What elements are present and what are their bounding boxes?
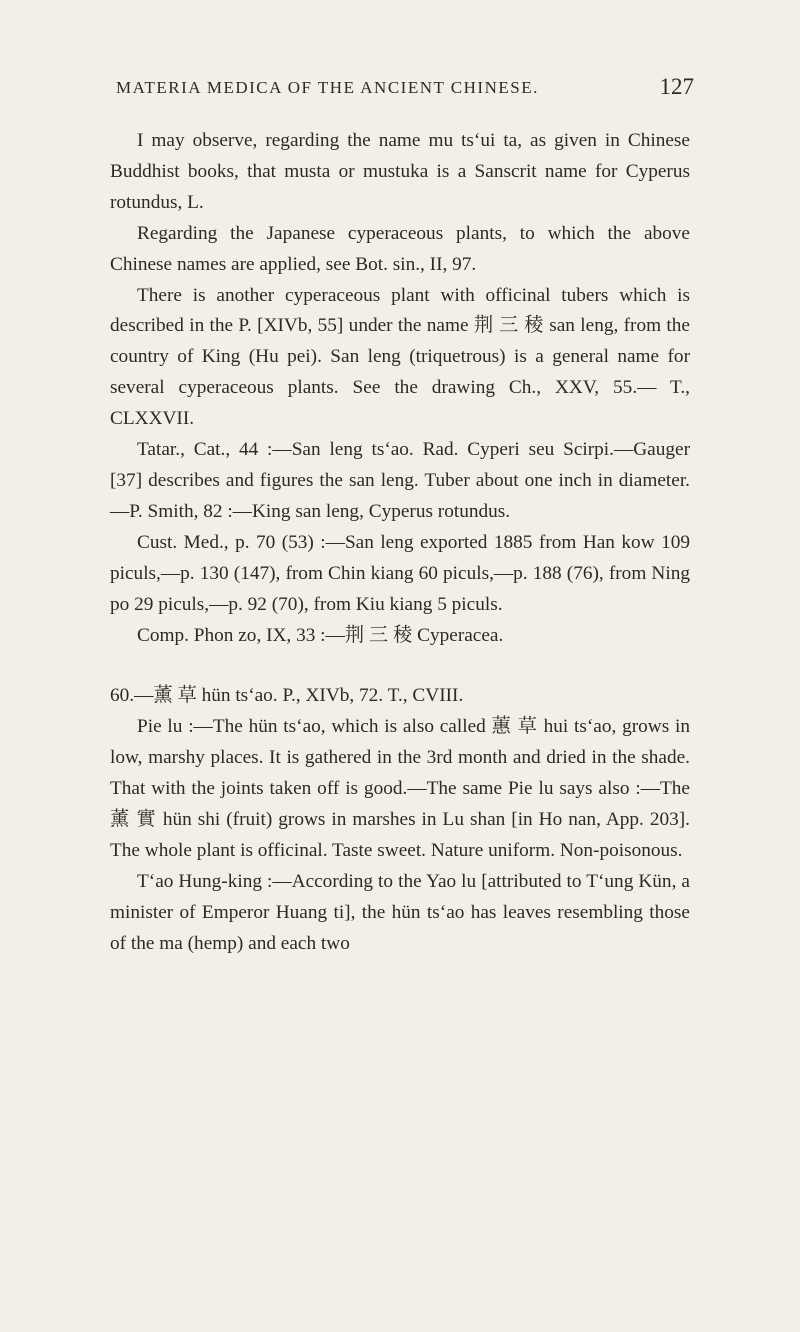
paragraph-pie-lu: Pie lu :—The hün ts‘ao, which is also called 蕙 草 hui ts‘ao, grows in low, marshy places. It is gathered in the 3rd month and dried in the shade. That with the joints taken off is good.—The same Pie lu says also :—The 薰 實 hün shi (fruit) grows in marshes in Lu shan [in Ho nan, App. 203]. The whole plant is officinal. Taste sweet. Nature uniform. Non-poisonous. — [110, 716, 690, 861]
paragraph-japanese-plants: Regarding the Japanese cyperaceous plants, to which the above Chinese names are applied, see Bot. sin., II, 97. — [110, 222, 690, 275]
entry-heading-60: 60.—薰 草 hün ts‘ao. P., XIVb, 72. T., CVIII. — [110, 685, 464, 707]
running-header — [100, 76, 700, 106]
paragraph-cust-med: Cust. Med., p. 70 (53) :—San leng exported 1885 from Han kow 109 piculs,—p. 130 (147), from Chin kiang 60 piculs,—p. 188 (76), from Ning po 29 piculs,—p. 92 (70), from Kiu kiang 5 piculs. — [110, 531, 690, 615]
paragraph-comp: Comp. Phon zo, IX, 33 :—荆 三 稜 Cyperacea. — [137, 624, 504, 646]
running-title: MATERIA MEDICA OF THE ANCIENT CHINESE. — [116, 78, 539, 97]
page-number: 127 — [659, 74, 694, 99]
paragraph-cyperus-sanscrit: I may observe, regarding the name mu ts‘ui ta, as given in Chinese Buddhist books, that musta or mustuka is a Sanscrit name for Cyperus rotundus, L. — [110, 130, 690, 213]
paragraph-san-leng: There is another cyperaceous plant with officinal tubers which is described in the P. [XIVb, 55] under the name 荆 三 稜 san leng, from the country of King (Hu pei). San leng (triquetrous) is a general name for several cyperaceous plants. See the drawing Ch., XXV, 55.— T., CLXXVII. — [110, 284, 690, 430]
paragraph-tao-hung-king: T‘ao Hung-king :—According to the Yao lu [attributed to T‘ung Kün, a minister of Emperor Huang ti], the hün ts‘ao has leaves resembling those of the ma (hemp) and each two — [110, 870, 690, 954]
paragraph-tatar: Tatar., Cat., 44 :—San leng ts‘ao. Rad. Cyperi seu Scirpi.—Gauger [37] describes and figures the san leng. Tuber about one inch in diameter.—P. Smith, 82 :—King san leng, Cyperus rotundus. — [110, 439, 690, 522]
body-text — [110, 126, 690, 960]
